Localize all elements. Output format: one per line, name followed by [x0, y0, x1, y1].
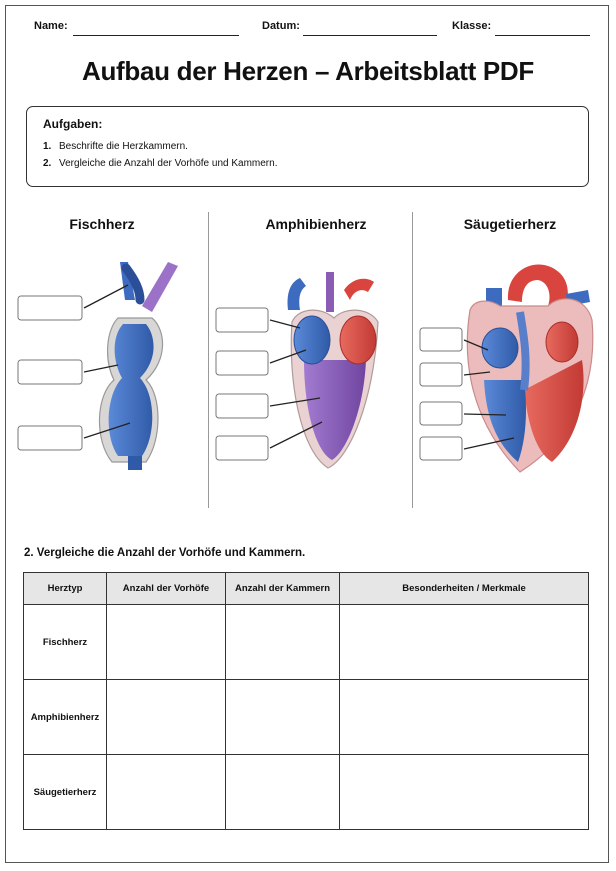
mammal-heart-diagram: [467, 265, 592, 472]
fish-label-box-2[interactable]: [18, 360, 82, 384]
tasks-heading: Aufgaben:: [43, 117, 103, 131]
mammal-label-box-2[interactable]: [420, 363, 462, 386]
chambers-cell[interactable]: [226, 680, 340, 755]
amphibian-label-box-1[interactable]: [216, 308, 268, 332]
mammal-heart-title: Säugetierherz: [463, 216, 557, 232]
amphibian-label-box-2[interactable]: [216, 351, 268, 375]
section-2-heading: 2. Vergleiche die Anzahl der Vorhöfe und Kammern.: [24, 547, 306, 559]
features-cell[interactable]: [340, 755, 589, 830]
col-header-atria: Anzahl der Vorhöfe: [107, 573, 226, 605]
mammal-label-box-1[interactable]: [420, 328, 462, 351]
page-title: Aufbau der Herzen – Arbeitsblatt PDF: [82, 56, 534, 86]
task-number: 2.: [43, 158, 52, 169]
mammal-label-box-4[interactable]: [420, 437, 462, 460]
table-row: [24, 680, 589, 755]
task-text: Vergleiche die Anzahl der Vorhöfe und Kammern.: [59, 158, 278, 169]
col-header-heart-type: Herztyp: [24, 573, 107, 605]
table-row: [24, 605, 589, 680]
amphibian-heart-title: Amphibienherz: [265, 216, 367, 232]
date-label: Datum:: [262, 20, 300, 32]
table-row: [24, 755, 589, 830]
name-label: Name:: [34, 20, 68, 32]
features-cell[interactable]: [340, 680, 589, 755]
task-number: 1.: [43, 141, 52, 152]
atria-cell[interactable]: [107, 605, 226, 680]
amphibian-label-box-4[interactable]: [216, 436, 268, 460]
features-cell[interactable]: [340, 605, 589, 680]
col-header-features: Besonderheiten / Merkmale: [340, 573, 589, 605]
amphibian-label-box-3[interactable]: [216, 394, 268, 418]
amphibian-heart-diagram: [288, 272, 379, 468]
fish-label-box-1[interactable]: [18, 296, 82, 320]
chambers-cell[interactable]: [226, 605, 340, 680]
fish-label-box-3[interactable]: [18, 426, 82, 450]
col-header-chambers: Anzahl der Kammern: [226, 573, 340, 605]
mammal-label-box-3[interactable]: [420, 402, 462, 425]
row-label: Amphibienherz: [24, 680, 107, 755]
class-label: Klasse:: [452, 20, 492, 32]
row-label: Fischherz: [24, 605, 107, 680]
fish-heart-title: Fischherz: [69, 216, 135, 232]
atria-cell[interactable]: [107, 755, 226, 830]
row-label: Säugetierherz: [24, 755, 107, 830]
atria-cell[interactable]: [107, 680, 226, 755]
comparison-table: [23, 572, 589, 830]
task-text: Beschrifte die Herzkammern.: [59, 141, 188, 152]
table-header-row: [24, 573, 589, 605]
chambers-cell[interactable]: [226, 755, 340, 830]
